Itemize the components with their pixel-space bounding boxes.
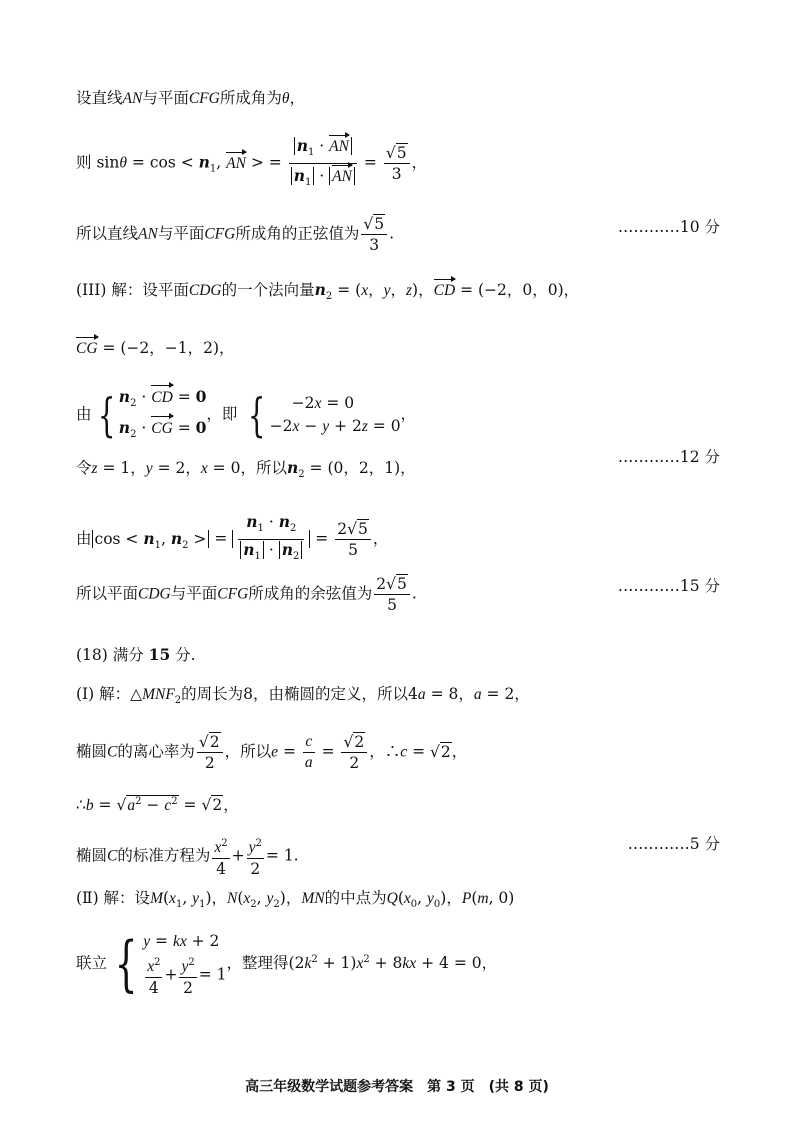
text-line-3: 所以直线AN与平面CFG所成角的正弦值为 $\frac{√5}{3}$ .: [76, 215, 395, 254]
text-line-6: 由 { $n_2$ · CD = 0 $n_2$ · CG = 0 ，即 { −2x = 0 −2x − y + 2z = 0 ，: [76, 384, 416, 446]
text-line-13: ∴b = $√a^2 - c^2 = √2$，: [76, 796, 239, 815]
text-line-1: 设直线AN与平面CFG所成角为θ，: [76, 89, 305, 107]
score-15: …………15 分: [617, 577, 720, 595]
text-line-16: 联立 { y = kx + 2 $\frac{x^2}{4}$ + $\frac{y^2}{2}$ = 1 ，整理得$(2k^2 + 1)x^2 + 8kx + 4 = 0$，: [76, 929, 498, 1000]
text-line-11: (Ⅰ) 解：$\triangle MNF_2$的周长为8，由椭圆的定义，所以4a = 8，a = 2，: [76, 685, 530, 707]
text-line-15: (Ⅱ) 解：设$M(x_1$, $y_1$)，$N(x_2$, $y_2$)，MN的中点为$Q(x_0$, $y_0$)，P(m, 0): [76, 889, 515, 911]
text-line-5: CG = (−2，−1，2)，: [76, 336, 235, 359]
text-line-2: 则 $\sin\theta = \cos < n_1$, AN > = $\frac{n_1 \cdot AN}{n_1 \cdot AN}$ = $\frac{√5}{3}$ ，: [76, 136, 428, 189]
score-5: …………5 分: [627, 835, 720, 853]
text-line-8: 由 $\cos < n_1$, $n_2$ > = $\frac{n_1 \cdot n_2}{n_1 \cdot n_2}$ = $\frac{2√5}{5}$ ，: [76, 512, 389, 563]
text-line-4: (III) 解：设平面CDG的一个法向量$n_2 = (x$，y，z)，CD = (−2，0，0)，: [76, 280, 580, 303]
page-footer: 高三年级数学试题参考答案 第 3 页 (共 8 页): [245, 1079, 549, 1095]
score-12: …………12 分: [617, 448, 720, 466]
text-line-12: 椭圆C的离心率为 $\frac{√2}{2}$ ，所以e = $\frac{c}{a}$ = $\frac{√2}{2}$ ，∴c = √2，: [76, 733, 468, 772]
text-line-14: 椭圆C的标准方程为 $\frac{x^2}{4}$ + $\frac{y^2}{2}$ = 1.: [76, 834, 299, 879]
text-line-10: (18) 满分 15 分.: [76, 645, 196, 664]
text-line-7: 令z = 1，y = 2，x = 0，所以$n_2 = (0$，2，1)，: [76, 458, 416, 481]
score-10: …………10 分: [617, 218, 720, 236]
text-line-9: 所以平面CDG与平面CFG所成角的余弦值为 $\frac{2√5}{5}$ .: [76, 575, 417, 614]
